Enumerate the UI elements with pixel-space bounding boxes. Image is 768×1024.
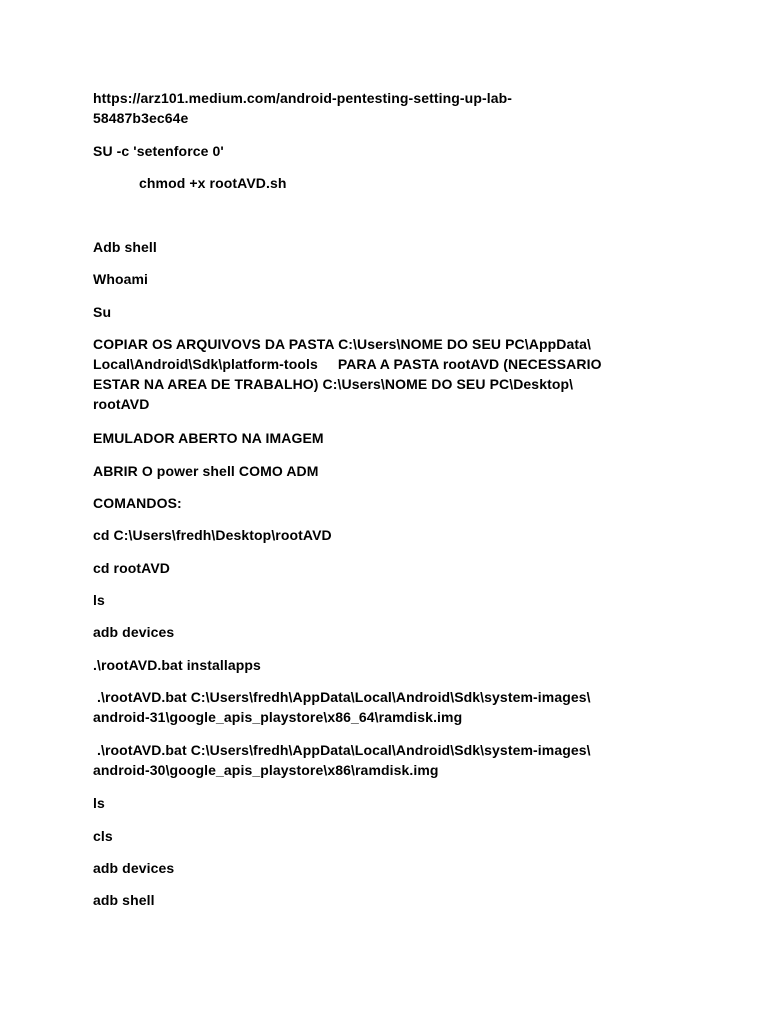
su-line: Su — [93, 304, 112, 320]
adb-shell-line: Adb shell — [93, 239, 157, 255]
adb-shell-command: adb shell — [93, 892, 155, 908]
ls-command: ls — [93, 592, 105, 608]
source-url-text: https://arz101.medium.com/android-pentesting-setting-up-lab- 58487b3ec64e — [93, 90, 513, 126]
rootavd-android31-command: .\rootAVD.bat C:\Users\fredh\AppData\Local\Android\Sdk\system-images\ android-31\google_apis_playstore\x86_64\ramdisk.img — [93, 689, 591, 725]
chmod-command: chmod +x rootAVD.sh — [139, 175, 287, 191]
adb-devices-command: adb devices — [93, 624, 175, 640]
ls-command-2: ls — [93, 795, 105, 811]
cd-rootavd-command: cd rootAVD — [93, 560, 170, 576]
adb-devices-command-2: adb devices — [93, 860, 175, 876]
copy-instructions-paragraph: COPIAR OS ARQUIVOVS DA PASTA C:\Users\NOME DO SEU PC\AppData\ Local\Android\Sdk\platform-tools PARA A PASTA rootAVD (NECESSARIO ESTAR NA AREA DE TRABALHO) C:\Users\NOME DO SEU PC\Desktop\ rootAVD — [93, 336, 602, 412]
setenforce-command: SU -c 'setenforce 0' — [93, 143, 224, 159]
cd-desktop-command: cd C:\Users\fredh\Desktop\rootAVD — [93, 527, 332, 543]
commands-heading: COMANDOS: — [93, 495, 182, 511]
rootavd-android30-command: .\rootAVD.bat C:\Users\fredh\AppData\Local\Android\Sdk\system-images\ android-30\google_apis_playstore\x86\ramdisk.img — [93, 742, 591, 778]
emulator-open-line: EMULADOR ABERTO NA IMAGEM — [93, 430, 324, 446]
open-powershell-line: ABRIR O power shell COMO ADM — [93, 463, 319, 479]
cls-command: cls — [93, 828, 113, 844]
whoami-line: Whoami — [93, 271, 149, 287]
rootavd-installapps-command: .\rootAVD.bat installapps — [93, 657, 261, 673]
